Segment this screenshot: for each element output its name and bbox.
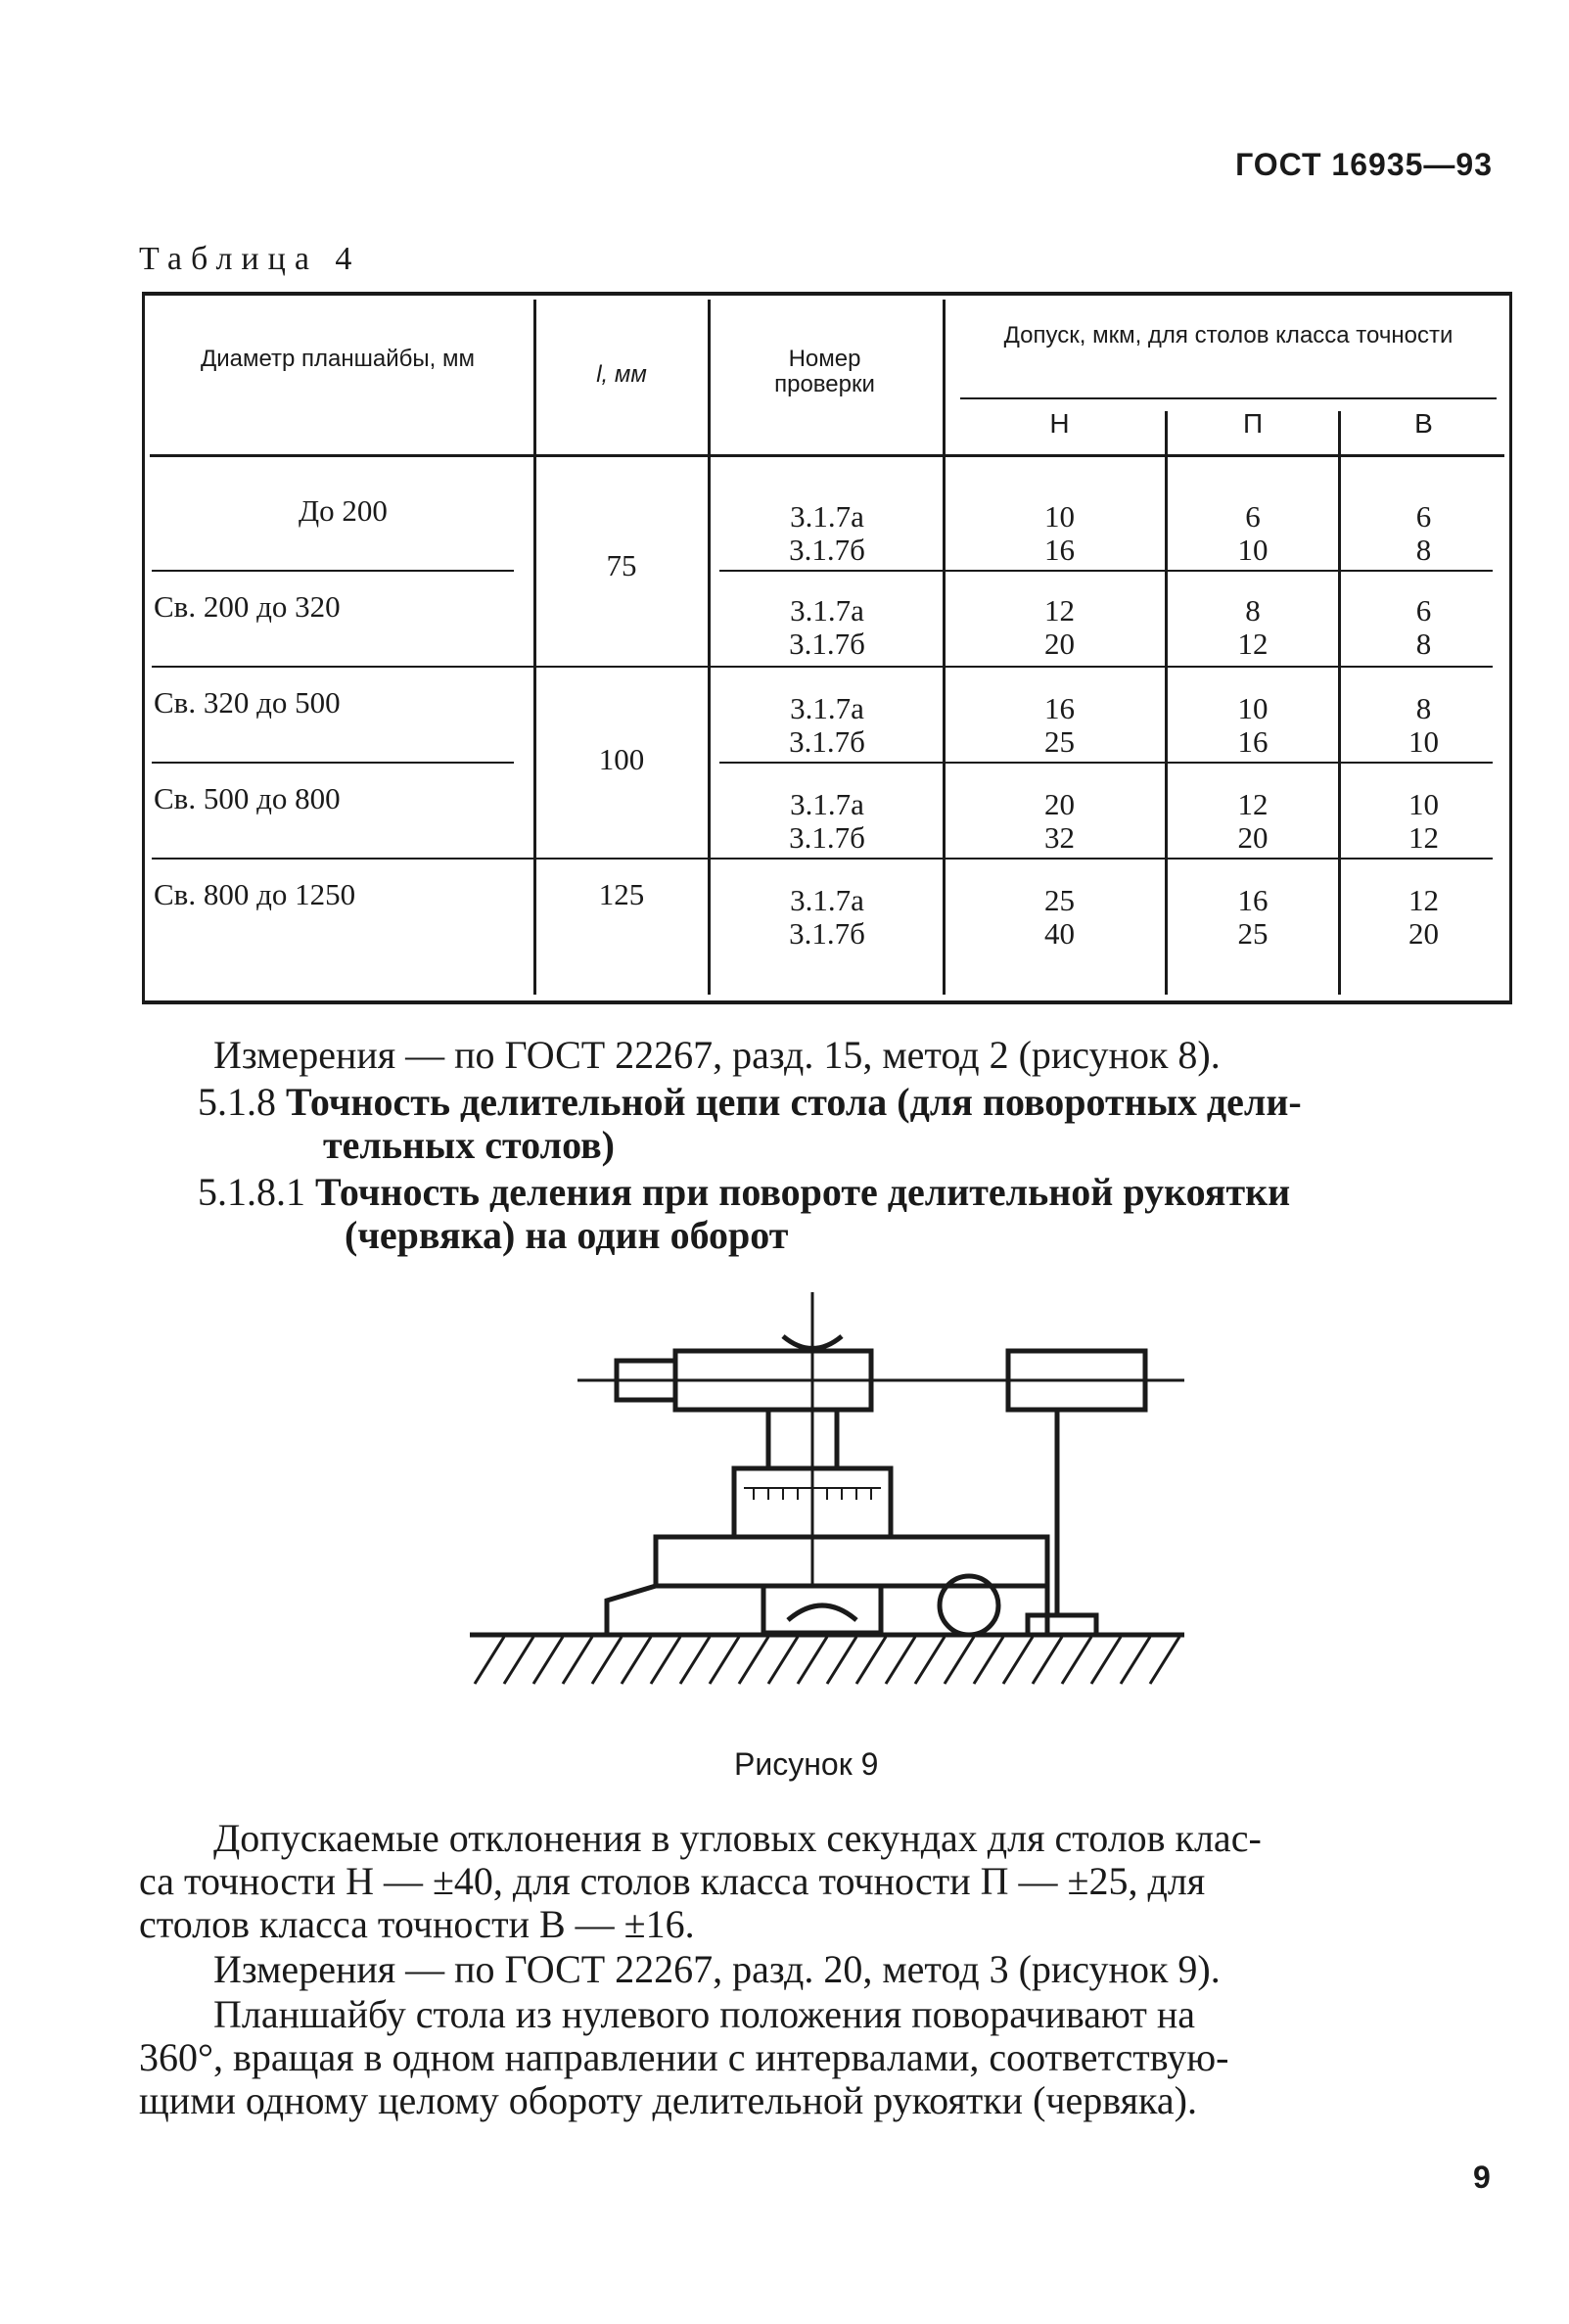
row2-check-b: 3.1.7б	[789, 627, 865, 661]
header-l: l, мм	[596, 361, 647, 388]
header-class-n: Н	[1049, 408, 1070, 439]
measurement-reference-2: Измерения — по ГОСТ 22267, разд. 20, метод 3 (рисунок 9).	[213, 1947, 1221, 1991]
section-5-1-8-1-number: 5.1.8.1	[198, 1170, 305, 1214]
row2-v-b: 8	[1415, 627, 1432, 661]
row4-check-b: 3.1.7б	[789, 820, 865, 855]
row4-p-b: 20	[1237, 820, 1269, 855]
col-sep-2	[708, 300, 711, 995]
row2-n-b: 20	[1044, 627, 1075, 661]
row1-v-b: 8	[1415, 533, 1432, 567]
mirror-stand-base	[1028, 1615, 1096, 1635]
section-5-1-8-number: 5.1.8	[198, 1080, 276, 1124]
tolerance-table	[142, 292, 1512, 1004]
section-5-1-8-1	[198, 1171, 1509, 1214]
row-sep-2	[152, 666, 1493, 668]
row4-p-a: 12	[1237, 787, 1269, 821]
row3-p-a: 10	[1237, 691, 1269, 725]
figure-9-drawing	[460, 1292, 1204, 1703]
l-value-125: 125	[598, 877, 645, 911]
row3-n-b: 25	[1044, 724, 1075, 759]
tolerance-paragraph-line-3: столов класса точности В — ±16.	[139, 1902, 695, 1946]
row2-check-a: 3.1.7а	[790, 593, 864, 627]
base-hatching	[475, 1637, 1179, 1684]
row2-v-a: 6	[1415, 593, 1432, 627]
header-class-p: П	[1242, 408, 1264, 439]
row5-v-a: 12	[1408, 883, 1439, 917]
table-right-border	[1509, 292, 1512, 1004]
table-bottom-rule	[142, 1000, 1512, 1004]
worm-rotation-arrow	[788, 1605, 856, 1620]
l-value-100: 100	[598, 742, 645, 776]
measurement-reference-1: Измерения — по ГОСТ 22267, разд. 15, метод 2 (рисунок 8).	[213, 1033, 1221, 1077]
row1-n-b: 16	[1044, 533, 1075, 567]
row5-p-a: 16	[1237, 883, 1269, 917]
row5-v-b: 20	[1408, 916, 1439, 951]
row3-n-a: 16	[1044, 691, 1075, 725]
procedure-paragraph-line-2: 360°, вращая в одном направлении с интервалами, соответствую-	[139, 2035, 1229, 2079]
row1-p-b: 10	[1237, 533, 1269, 567]
row4-diameter: Св. 500 до 800	[154, 781, 341, 815]
row1-check-a: 3.1.7а	[790, 499, 864, 534]
document-header: ГОСТ 16935—93	[1235, 147, 1493, 182]
header-bottom-rule	[150, 454, 1504, 457]
row3-check-b: 3.1.7б	[789, 724, 865, 759]
row5-p-b: 25	[1237, 916, 1269, 951]
header-check: Номер проверки	[774, 346, 875, 397]
row5-diameter: Св. 800 до 1250	[154, 877, 356, 911]
row5-check-b: 3.1.7б	[789, 916, 865, 951]
row-sep-data-1	[719, 570, 1493, 572]
row4-n-a: 20	[1044, 787, 1075, 821]
section-5-1-8-1-title-b: (червяка) на один оборот	[345, 1213, 789, 1257]
row-sep-diam-3	[152, 762, 514, 764]
table-caption: Таблица 4	[139, 241, 361, 277]
row4-n-b: 32	[1044, 820, 1075, 855]
row2-n-a: 12	[1044, 593, 1075, 627]
row3-check-a: 3.1.7а	[790, 691, 864, 725]
procedure-paragraph-line-3: щими одному целому обороту делительной рукоятки (червяка).	[139, 2078, 1197, 2122]
row1-n-a: 10	[1044, 499, 1075, 534]
row4-check-a: 3.1.7а	[790, 787, 864, 821]
section-5-1-8-title-b: тельных столов)	[323, 1123, 615, 1167]
row3-v-a: 8	[1415, 691, 1432, 725]
figure-9-caption: Рисунок 9	[734, 1746, 879, 1782]
procedure-paragraph-line-1: Планшайбу стола из нулевого положения поворачивают на	[213, 1992, 1196, 2036]
section-5-1-8-1-title-a: Точность деления при повороте делительной рукоятки	[315, 1170, 1291, 1214]
row-sep-4	[152, 858, 1493, 860]
page-number: 9	[1473, 2160, 1491, 2195]
row3-diameter: Св. 320 до 500	[154, 685, 341, 720]
row4-v-a: 10	[1408, 787, 1439, 821]
row3-v-b: 10	[1408, 724, 1439, 759]
row1-p-a: 6	[1245, 499, 1261, 534]
l-value-75: 75	[606, 548, 637, 582]
row3-p-b: 16	[1237, 724, 1269, 759]
row-sep-diam-1	[152, 570, 514, 572]
col-sep-3	[943, 300, 946, 995]
tolerance-subheader-rule	[960, 397, 1497, 399]
header-class-v: В	[1414, 408, 1433, 439]
worm-housing	[763, 1586, 881, 1633]
row2-p-b: 12	[1237, 627, 1269, 661]
tolerance-paragraph-line-1: Допускаемые отклонения в угловых секундах для столов клас-	[213, 1816, 1262, 1860]
col-sep-5	[1338, 411, 1341, 995]
row2-diameter: Св. 200 до 320	[154, 589, 341, 624]
header-tolerance: Допуск, мкм, для столов класса точности	[1003, 322, 1454, 349]
row1-v-a: 6	[1415, 499, 1432, 534]
row5-check-a: 3.1.7а	[790, 883, 864, 917]
table-top-rule	[142, 292, 1512, 296]
header-diameter: Диаметр планшайбы, мм	[200, 346, 475, 372]
section-5-1-8-title-a: Точность делительной цепи стола (для поворотных дели-	[286, 1080, 1302, 1124]
row5-n-a: 25	[1044, 883, 1075, 917]
table-left-border	[142, 292, 145, 1004]
row1-diameter: До 200	[299, 493, 388, 528]
row2-p-a: 8	[1245, 593, 1261, 627]
row-sep-data-3	[719, 762, 1493, 764]
tolerance-paragraph-line-2: са точности Н — ±40, для столов класса точности П — ±25, для	[139, 1859, 1206, 1903]
table-body	[656, 1537, 1047, 1586]
col-sep-1	[533, 300, 536, 995]
mount-column	[768, 1410, 837, 1468]
col-sep-4	[1165, 411, 1168, 995]
table-base	[607, 1586, 1047, 1633]
row5-n-b: 40	[1044, 916, 1075, 951]
section-5-1-8	[198, 1081, 1509, 1124]
row4-v-b: 12	[1408, 820, 1439, 855]
row1-check-b: 3.1.7б	[789, 533, 865, 567]
